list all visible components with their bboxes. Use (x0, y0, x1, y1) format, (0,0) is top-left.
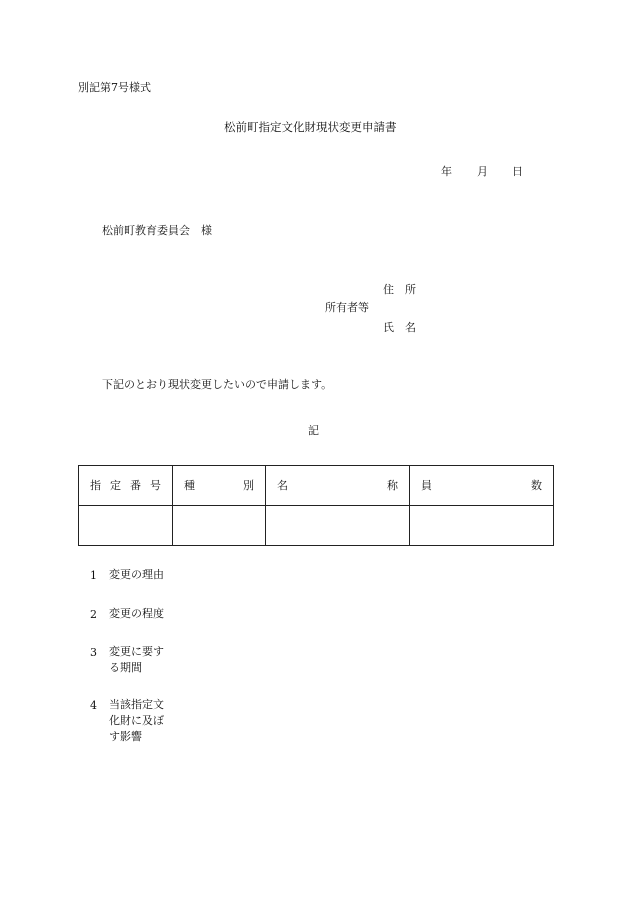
item-number: 2 (90, 608, 97, 621)
item-number: 1 (90, 569, 97, 582)
date-year: 年 (441, 165, 452, 178)
item-text: 変更に要する期間 (109, 645, 164, 674)
header-quantity (410, 466, 554, 506)
header-name-1: 名 (277, 479, 288, 492)
cell-designation-number[interactable] (79, 506, 173, 546)
form-label: 別記第7号様式 (78, 81, 151, 94)
header-category-2: 別 (243, 479, 254, 492)
header-designation-number-4: 号 (150, 479, 161, 492)
intro-sentence: 下記のとおり現状変更したいので申請します。 (102, 378, 333, 391)
header-designation-number-1: 指 (90, 479, 101, 492)
cell-category[interactable] (173, 506, 266, 546)
header-category-1: 種 (184, 479, 195, 492)
item-text: 変更の理由 (109, 568, 164, 581)
header-category (173, 466, 266, 506)
cell-quantity[interactable] (410, 506, 554, 546)
item-text: 変更の程度 (109, 607, 164, 620)
applicant-group-label: 所有者等 (325, 301, 369, 314)
document-title: 松前町指定文化財現状変更申請書 (224, 120, 397, 134)
header-quantity-1: 員 (421, 479, 432, 492)
table-header-row (79, 466, 554, 506)
table-row (79, 506, 554, 546)
ki-heading: 記 (308, 424, 319, 437)
cell-name[interactable] (266, 506, 410, 546)
cultural-property-table (78, 465, 554, 546)
item-number: 4 (90, 699, 97, 712)
header-quantity-2: 数 (531, 479, 542, 492)
header-designation-number-2: 定 (110, 479, 121, 492)
applicant-name-label: 氏 名 (383, 321, 416, 334)
header-designation-number-3: 番 (130, 479, 141, 492)
date-month: 月 (477, 165, 488, 178)
applicant-address-label: 住 所 (383, 283, 416, 296)
header-name-2: 称 (387, 479, 398, 492)
item-number: 3 (90, 646, 97, 659)
header-name (266, 466, 410, 506)
header-designation-number (79, 466, 173, 506)
item-text: 当該指定文化財に及ぼす影響 (109, 698, 164, 743)
addressee: 松前町教育委員会 様 (102, 224, 212, 237)
date-day: 日 (512, 165, 523, 178)
